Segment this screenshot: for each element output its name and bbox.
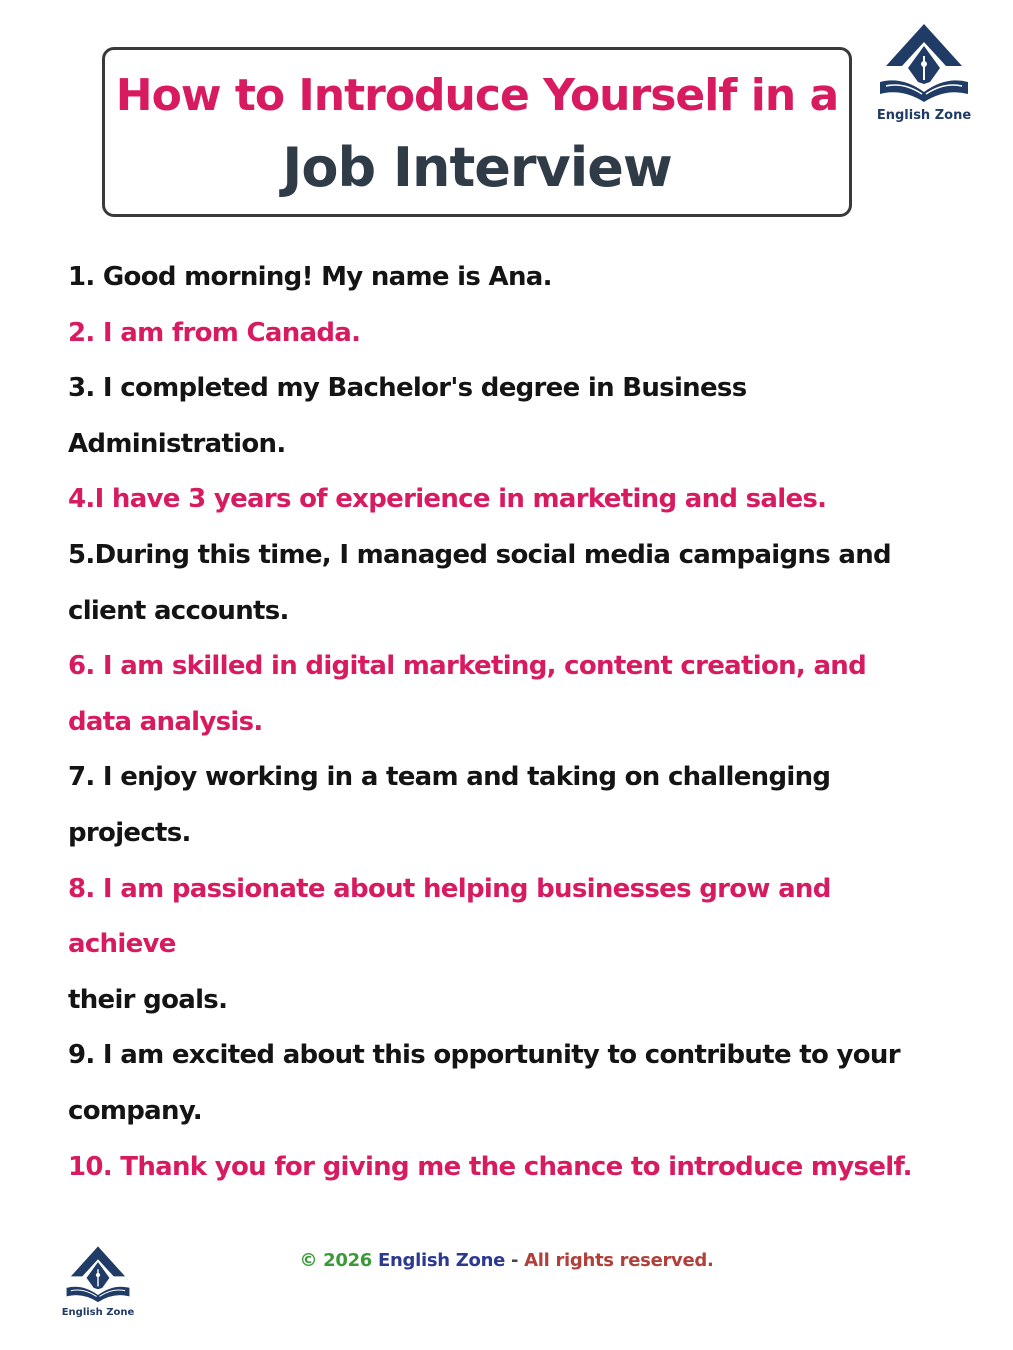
line-6: 5.During this time, I managed social media campaigns and <box>68 539 891 570</box>
line-9: data analysis. <box>68 706 263 737</box>
line-17: 10. Thank you for giving me the chance to introduce myself. <box>68 1151 912 1182</box>
footer <box>0 1250 1013 1271</box>
title-line-1: How to Introduce Yourself in a <box>115 70 839 121</box>
line-2: 2. I am from Canada. <box>68 317 361 348</box>
title-line-2: Job Interview <box>282 136 672 199</box>
logo-text: English Zone <box>876 108 972 123</box>
footer-separator: - <box>510 1250 519 1271</box>
title-box <box>102 47 852 217</box>
footer-brand: English Zone <box>378 1250 505 1271</box>
line-13: achieve <box>68 929 176 960</box>
english-zone-logo-top <box>872 22 976 123</box>
line-14: their goals. <box>68 984 228 1015</box>
footer-rights: All rights reserved. <box>524 1250 714 1271</box>
logo-text: English Zone <box>61 1307 135 1318</box>
line-15: 9. I am excited about this opportunity to contribute to your <box>68 1040 900 1071</box>
footer-copyright: © 2026 <box>299 1250 373 1271</box>
line-12: 8. I am passionate about helping businesses grow and <box>68 873 831 904</box>
line-5: 4.I have 3 years of experience in marketing and sales. <box>68 484 827 515</box>
line-16: company. <box>68 1095 202 1126</box>
line-11: projects. <box>68 817 191 848</box>
line-3: 3. I completed my Bachelor's degree in Business <box>68 373 747 404</box>
line-4: Administration. <box>68 428 286 459</box>
line-8: 6. I am skilled in digital marketing, content creation, and <box>68 651 867 682</box>
introduction-lines <box>68 250 988 1195</box>
open-book-pen-nib-icon <box>872 22 976 106</box>
line-7: client accounts. <box>68 595 289 626</box>
line-10: 7. I enjoy working in a team and taking on challenging <box>68 762 831 793</box>
line-1: 1. Good morning! My name is Ana. <box>68 262 552 292</box>
